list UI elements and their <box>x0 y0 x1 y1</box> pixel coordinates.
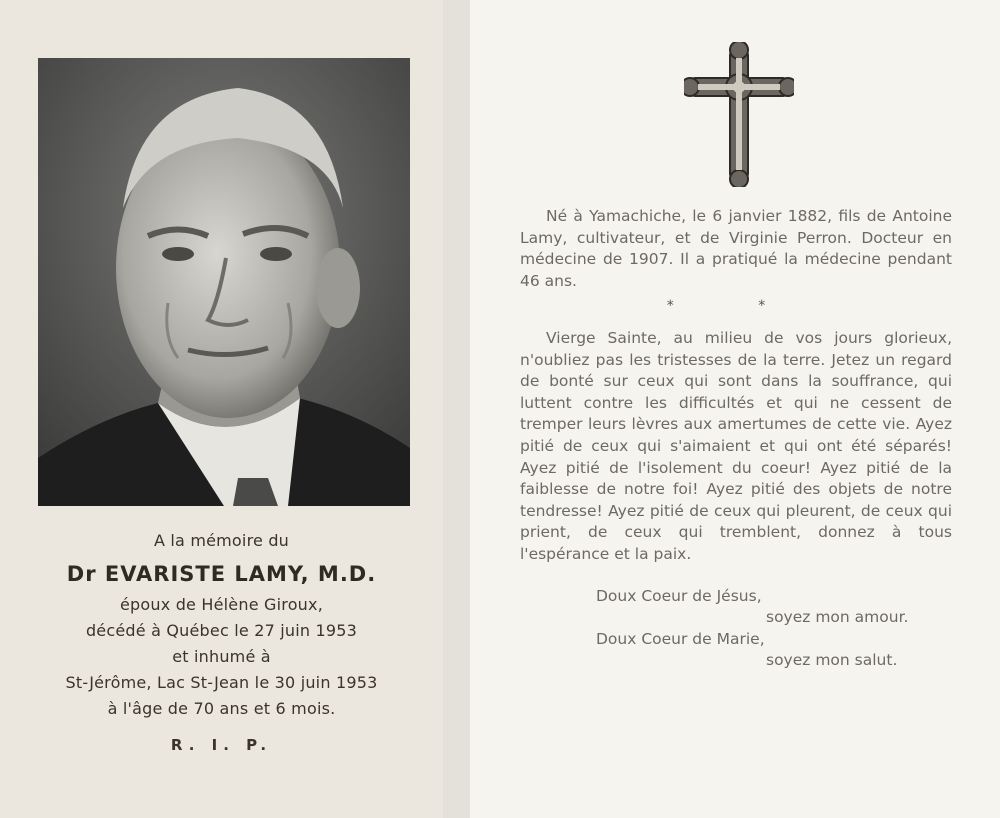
invocation-marie: Doux Coeur de Marie, <box>596 629 765 648</box>
separator-stars: * * <box>666 298 806 315</box>
invocations <box>520 586 952 672</box>
biography-paragraph: Né à Yamachiche, le 6 janvier 1882, fils de Antoine Lamy, cultivateur, et de Virginie Perron. Docteur en médecine de 1907. Il a pratiqué la médecine pendant 46 ans. <box>520 207 952 290</box>
portrait-photo-icon <box>38 58 410 506</box>
dedication: A la mémoire du <box>153 531 290 550</box>
invocation-jesus: Doux Coeur de Jésus, <box>596 586 762 605</box>
spouse-line: époux de Hélène Giroux, <box>120 595 323 614</box>
invocation-marie-response: soyez mon salut. <box>766 651 898 670</box>
invocation-jesus-response: soyez mon amour. <box>766 608 909 627</box>
portrait-photo <box>38 58 410 506</box>
age-line: à l'âge de 70 ans et 6 mois. <box>107 699 336 718</box>
deceased-name: Dr EVARISTE LAMY, M.D. <box>66 562 377 586</box>
ornate-cross-icon <box>684 42 794 191</box>
burial-line-2: St-Jérôme, Lac St-Jean le 30 juin 1953 <box>65 673 378 692</box>
rip-text: R. I. P. <box>170 736 273 754</box>
memorial-card-front <box>0 0 443 818</box>
prayer-text <box>520 206 952 672</box>
prayer-paragraph: Vierge Sainte, au milieu de vos jours glorieux, n'oubliez pas les tristesses de la terre. Jetez un regard de bonté sur ceux qui sont dans la souffrance, qui luttent contre les difficultés et qui ne cessent de tremper leurs lèvres aux amertumes de cette vie. Ayez pitié de ceux qui s'aimaient et qui ont été séparés! Ayez pitié de l'isolement du coeur! Ayez pitié de la faiblesse de notre foi! Ayez pitié des objets de notre tendresse! Ayez pitié de ceux qui pleurent, de ceux qui prient, de ceux qui tremblent, donnez à tous l'espérance et la paix. <box>520 328 952 563</box>
card-gap <box>443 0 470 818</box>
memorial-text <box>0 528 443 754</box>
death-line: décédé à Québec le 27 juin 1953 <box>85 621 358 640</box>
burial-line-1: et inhumé à <box>172 647 271 666</box>
